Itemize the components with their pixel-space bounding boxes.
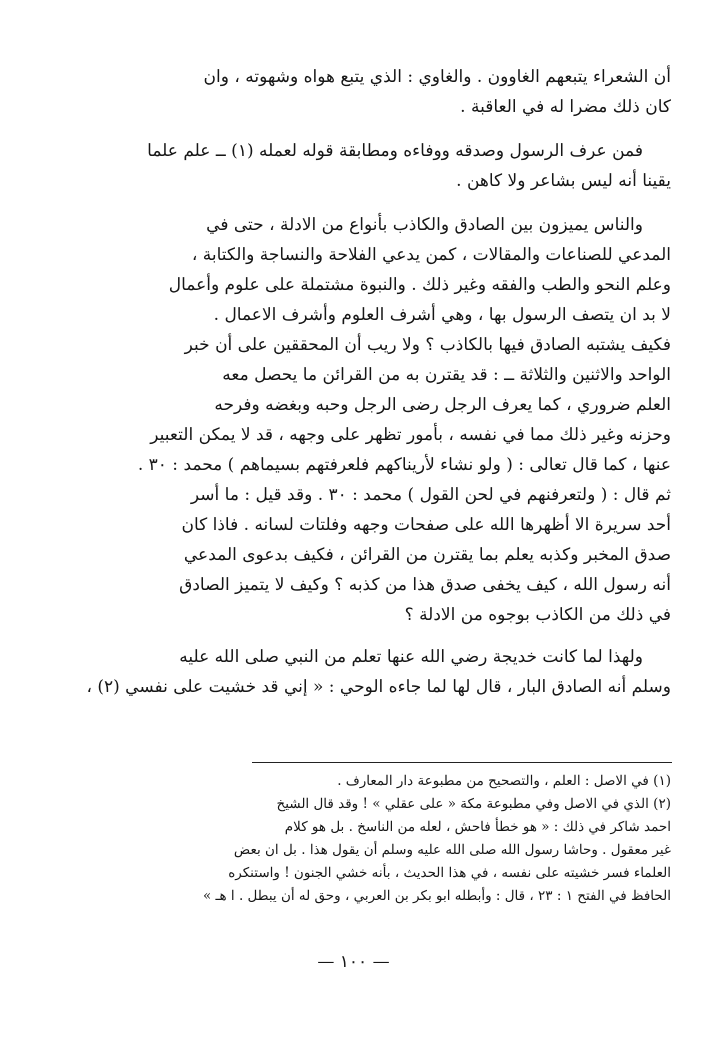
footnote-divider [252, 762, 672, 763]
text-line: العلم ضروري ، كما يعرف الرجل رضى الرجل وحبه وبغضه وفرحه [214, 395, 671, 415]
footnote [38, 793, 671, 908]
footnote-line: العلماء فسر خشيته على نفسه ، في هذا الحديث ، بأنه خشي الجنون ! واستنكره [228, 865, 671, 881]
text-line: أن الشعراء يتبعهم الغاوون . والغاوي : الذي يتبع هواه وشهوته ، وان [203, 67, 671, 87]
text-line: صدق المخبر وكذبه يعلم بما يقترن من القرائن ، فكيف بدعوى المدعي [183, 545, 671, 565]
text-line: ولهذا لما كانت خديجة رضي الله عنها تعلم من النبي صلى الله عليه [179, 647, 643, 667]
footnote-line: (١) في الاصل : العلم ، والتصحيح من مطبوعة دار المعارف . [337, 773, 671, 789]
text-line: كان ذلك مضرا له في العاقبة . [460, 97, 671, 117]
main-text [38, 62, 671, 702]
footnote-line: (٢) الذي في الاصل وفي مطبوعة مكة « على عقلي » ! وقد قال الشيخ [276, 796, 671, 812]
footnote [38, 770, 671, 793]
paragraph [38, 62, 671, 122]
text-line: المدعي للصناعات والمقالات ، كمن يدعي الفلاحة والنساجة والكتابة ، [191, 245, 671, 265]
footnote-line: الحافظ في الفتح ١ : ٢٣ ، قال : وأبطله ابو بكر بن العربي ، وحق له أن يبطل . ا هـ » [202, 888, 671, 904]
text-line: يقينا أنه ليس بشاعر ولا كاهن . [456, 171, 671, 191]
text-line: أنه رسول الله ، كيف يخفى صدق هذا من كذبه ؟ وكيف لا يتميز الصادق [179, 575, 671, 595]
footnote-line: غير معقول . وحاشا رسول الله صلى الله عليه وسلم أن يقول هذا . بل ان بعض [233, 842, 671, 858]
footnotes [38, 770, 671, 908]
paragraph [38, 642, 671, 702]
text-line: الواحد والاثنين والثلاثة ــ : قد يقترن به من القرائن ما يحصل معه [222, 365, 671, 385]
footnote-line: احمد شاكر في ذلك : « هو خطأ فاحش ، لعله من الناسخ . بل هو كلام [284, 819, 671, 835]
text-line: وعلم النحو والطب والفقه وغير ذلك . والنبوة مشتملة على علوم وأعمال [168, 275, 671, 295]
text-line: والناس يميزون بين الصادق والكاذب بأنواع من الادلة ، حتى في [206, 215, 643, 235]
paragraph [38, 210, 671, 630]
text-line: فمن عرف الرسول وصدقه ووفاءه ومطابقة قوله لعمله (١) ــ علم علما [147, 141, 643, 161]
text-line: لا بد ان يتصف الرسول بها ، وهي أشرف العلوم وأشرف الاعمال . [213, 305, 671, 325]
text-line: وحزنه وغير ذلك مما في نفسه ، بأمور تظهر على وجهه ، قد لا يمكن التعبير [150, 425, 671, 445]
text-line: عنها ، كما قال تعالى : ( ولو نشاء لأريناكهم فلعرفتهم بسيماهم ) محمد : ٣٠ . [137, 455, 671, 475]
paragraph [38, 136, 671, 196]
text-line: في ذلك من الكاذب بوجوه من الادلة ؟ [404, 605, 671, 625]
text-line: فكيف يشتبه الصادق فيها بالكاذب ؟ ولا ريب أن المحققين على أن خبر [184, 335, 671, 355]
text-line: وسلم أنه الصادق البار ، قال لها لما جاءه الوحي : « إني قد خشيت على نفسي (٢) ، [86, 677, 671, 697]
text-line: أحد سريرة الا أظهرها الله على صفحات وجهه وفلتات لسانه . فاذا كان [181, 515, 671, 535]
page-number: — ١٠٠ — [317, 952, 390, 972]
text-line: ثم قال : ( ولتعرفنهم في لحن القول ) محمد : ٣٠ . وقد قيل : ما أسر [190, 485, 671, 505]
